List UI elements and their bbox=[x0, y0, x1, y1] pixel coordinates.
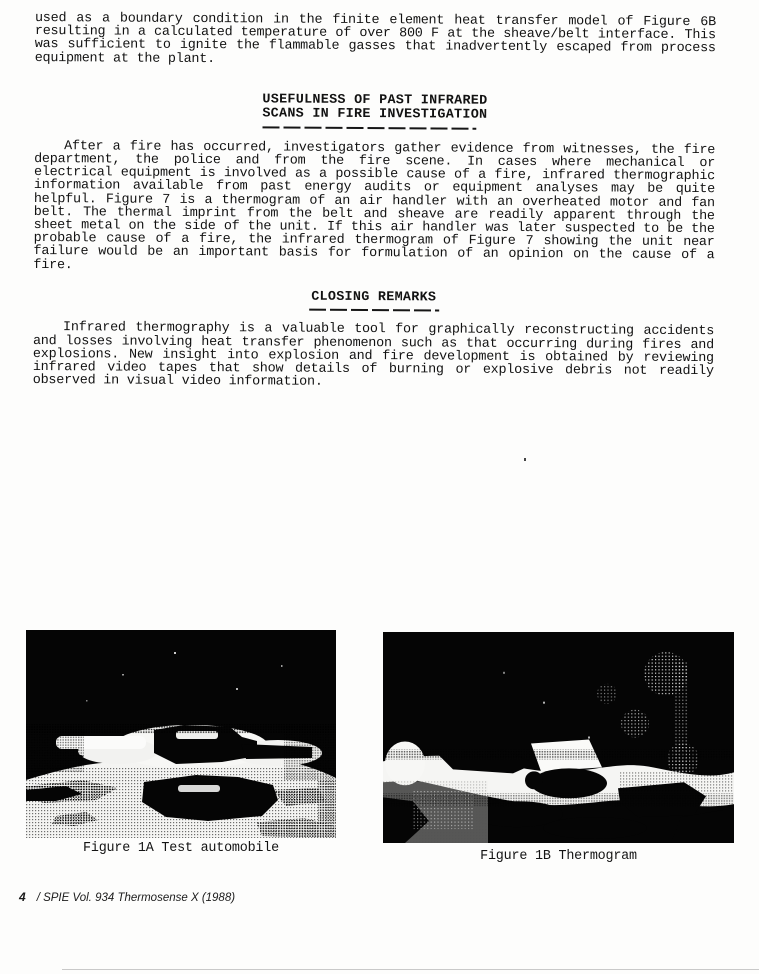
typed-text-block bbox=[33, 12, 716, 392]
section-heading-usefulness: USEFULNESS OF PAST INFRARED SCANS IN FIRE INVESTIGATION bbox=[262, 92, 488, 124]
page-number: 4 bbox=[19, 890, 26, 904]
paragraph-continuation: used as a boundary condition in the finite element heat transfer model of Figure 6B resulting in a calculated temperature of over 800 F at the sheave/belt interface. This was sufficient to ignite the flammable gasses that inadvertently escaped from process equipment at the plant. bbox=[34, 11, 716, 67]
heading-underline bbox=[262, 126, 476, 129]
paragraph-investigation: After a fire has occurred, investigators gather evidence from witnesses, the fire department, the police and from the fire scene. In cases where mechanical or electrical equipment is involved as a possible cause of a fire, infrared thermographic information available from past energy audits or equipment analyses may be quite helpful. Figure 7 is a thermogram of an air handler with an overheated motor and fan belt. The thermal imprint from the belt and sheave are readily apparent through the sheet metal on the side of the unit. If this air handler was later suspected to be the probable cause of a fire, the infrared thermogram of Figure 7 showing the unit near failure would be an important basis for formulation of an opinion on the cause of a fire. bbox=[33, 138, 716, 273]
section-heading-closing-remarks: CLOSING REMARKS bbox=[311, 289, 437, 306]
heading-underline bbox=[309, 309, 439, 312]
paragraph-closing: Infrared thermography is a valuable tool for graphically reconstructing accidents and losses involving heat transfer phenomenon such as that occurring during fires and explosions. New insight into explosion and fire development is obtained by reviewing infrared video tapes that show details of burning or explosive debris not readily observed in visual video information. bbox=[32, 320, 715, 390]
figure-1b-caption: Figure 1B Thermogram bbox=[480, 849, 637, 864]
figure-1b-image bbox=[383, 632, 734, 843]
figure-1a-caption: Figure 1A Test automobile bbox=[83, 841, 279, 856]
footer-citation: / SPIE Vol. 934 Thermosense X (1988) bbox=[36, 892, 236, 904]
figure-1a-image bbox=[26, 630, 336, 838]
scan-edge-line bbox=[62, 969, 759, 970]
page-footer bbox=[19, 890, 235, 904]
scan-speck-artifact bbox=[524, 458, 526, 461]
